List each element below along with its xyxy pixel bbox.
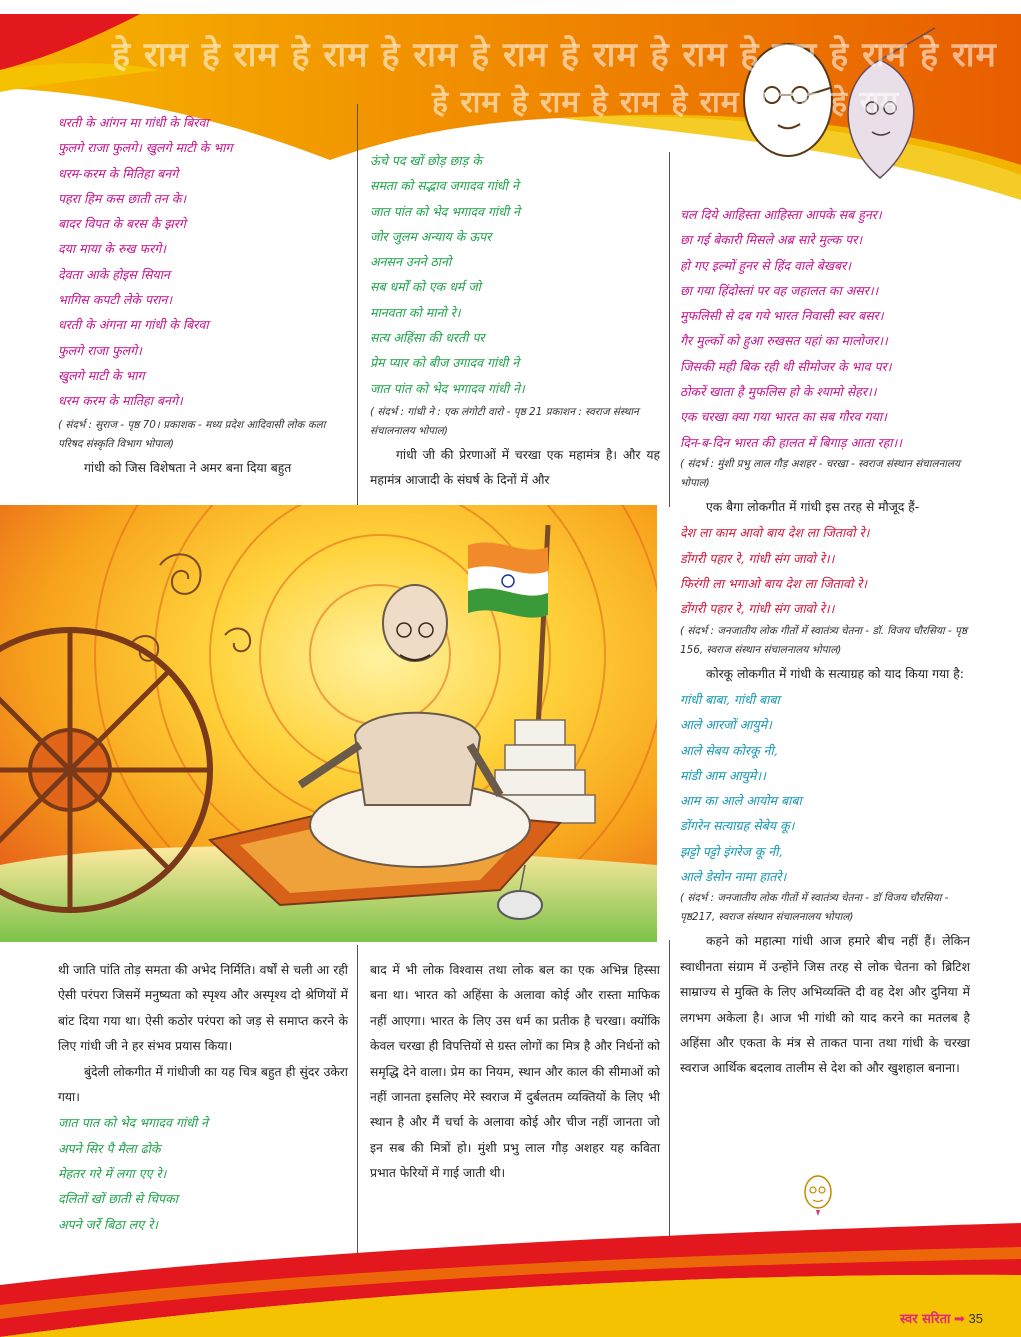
poem-line: धरम-करम के मितिहा बनगे — [58, 165, 179, 181]
poem-line: झट्टो पट्टो इंगरेज कू नी, — [680, 843, 783, 859]
poem-line: अपने सिर पै मैला ढोके — [58, 1140, 161, 1156]
arrow-icon: ➡ — [954, 1311, 965, 1326]
poem-line: जात पांत को भेद भगादव गांधी ने। — [370, 380, 525, 396]
poem-line: धरती के आंगन मा गांधी के बिरवा — [58, 115, 209, 130]
footer-graphic — [0, 1215, 1021, 1337]
poem-line: डोंगरी पहार रे, गांधी संग जावो रे।। — [680, 550, 835, 566]
chhattisgarhi-poem — [58, 110, 348, 414]
gandhi-doodle-icon — [798, 1172, 838, 1216]
magazine-name: स्वर सरिता — [899, 1312, 951, 1327]
bundeli-poem — [370, 148, 660, 401]
he-ram-line-1: हे राम हे राम हे राम हे राम हे राम हे राम हे राम हे राम हे राम हे राम — [112, 35, 997, 75]
column-2-bottom — [370, 958, 660, 1187]
poem-line: ठोकरें खाता है मुफलिस हो के श्यामो सेहर।। — [680, 384, 877, 400]
poem-line: दिन-ब-दिन भारत की हालत में बिगाड़ आता रहा।। — [680, 434, 903, 450]
body-paragraph: कोरकू लोकगीत में गांधी के सत्याग्रह को याद किया गया है: — [706, 666, 964, 681]
poem-line: हो गए इल्मों हुनर से हिंद वाले बेखबर। — [680, 257, 852, 273]
page-number — [900, 1309, 983, 1327]
poem-line: गैर मुल्कों को हुआ रुखसत यहां का मालोजर।। — [680, 333, 888, 349]
poem-line: जात पांत को भेद भगादव गांधी ने — [370, 203, 520, 219]
charkha-poem — [680, 202, 970, 455]
poem-line: भागिस कपटी लेके परान। — [58, 292, 173, 308]
poem-line: मुफलिसी से दब गये भारत निवासी स्वर बसर। — [680, 308, 884, 324]
poem-line: देवता आके होइस सियान — [58, 266, 170, 282]
poem-line: एक चरखा क्या गया भारत का सब गौरव गया। — [680, 409, 887, 425]
poem-line: जोर जुलम अन्याय के ऊपर — [370, 228, 492, 244]
poem-line: गांधी बाबा, गांधी बाबा — [680, 691, 780, 707]
body-paragraph: थी जाति पांति तोड़ समता की अभेद निर्मिति। वर्षों से चली आ रही ऐसी परंपरा जिसमें मनुष्यता को स्पृश्य और अस्पृश्य दो श्रेणियों में बांट दिया गया था। ऐसी कठोर परंपरा को जड़ से समाप्त करने के लिए गांधी जी ने हर संभव प्रयास किया। — [58, 963, 348, 1054]
poem-line: पहरा हिम कस छाती तन के। — [58, 190, 187, 206]
poem-line: सब धर्मों को एक धर्म जो — [370, 279, 481, 295]
poem-line: आले सेबय कोरकू नी, — [680, 742, 778, 758]
poem-line: फिरंगी ला भगाओ बाय देश ला जितावो रे। — [680, 575, 868, 591]
illustration-graphic — [0, 505, 657, 942]
poem-line: प्रेम प्यार को बीज उगादव गांधी ने — [370, 355, 520, 371]
reference-note: ( संदर्भ : मुंशी प्रभु लाल गौड़ अशहर - चरखा - स्वराज संस्थान संचालनालय भोपाल) — [680, 457, 961, 489]
poem-line: समता को सद्भाव जगादव गांधी ने — [370, 178, 519, 194]
poem-line: मेहतर गरे में लगा एए रे। — [58, 1166, 167, 1182]
poem-line: दलितों खों छाती से चिपका — [58, 1191, 178, 1207]
column-divider — [669, 152, 670, 507]
poem-line: बादर विपत के बरस कै झरगे — [58, 216, 186, 232]
gandhi-charkha-illustration — [0, 505, 657, 942]
poem-line: धरती के अंगना मा गांधी के बिरवा — [58, 317, 209, 333]
reference-note: ( संदर्भ : सुराज - पृष्ठ 70। प्रकाशक - मध्य प्रदेश आदिवासी लोक कला परिषद संस्कृति विभाग भोपाल) — [58, 418, 326, 450]
body-paragraph: कहने को महात्मा गांधी आज हमारे बीच नहीं हैं। लेकिन स्वाधीनता संग्राम में उन्होंने जिस तरह से लोक चेतना को ब्रिटिश साम्राज्य से मुक्ति के लिए अभिव्यक्ति दी वह देश और दुनिया में लगभग अकेला है। आज भी गांधी को याद करने का मतलब है अहिंसा और एकता के मंत्र से ताकत पाना तथा गांधी के चरखा स्वराज आर्थिक बदलाव तालीम से देश को और खुशहाल बनाना। — [680, 934, 970, 1076]
poem-line: मानवता को मानो रे। — [370, 304, 461, 320]
poem-line: मांडी आम आयुमे।। — [680, 767, 766, 783]
poem-line: सत्य अहिंसा की धरती पर — [370, 330, 485, 346]
body-paragraph: बाद में भी लोक विश्वास तथा लोक बल का एक अभिन्न हिस्सा बना था। भारत को अहिंसा के अलावा कोई और रास्ता माफिक नहीं आएगा। भारत के लिए उस धर्म का प्रतीक है चरखा। क्योंकि केवल चरखा ही विपत्तियों से ग्रस्त लोगों का मित्र है और निर्धनों को समृद्धि देने वाला। प्रेम का नियम, स्थान और काल की सीमाओं को नहीं जानता इसलिए मेरे स्वराज में दुर्बलतम व्यक्तियों के लिए भी स्थान है और मैं चर्चा के अलावा कोई और चीज नहीं जानता जो इन सब की मित्रों हो। मुंशी प्रभु लाल गौड़ अशहर यह कविता प्रभात फेरियों में गाई जाती थी। — [370, 963, 660, 1181]
reference-note: ( संदर्भ : जनजातीय लोक गीतों में स्वातंत्र्य चेतना - डॉ. विजय चौरसिया - पृष्ठ 156, स्वराज संस्थान संचालनालय भोपाल) — [680, 624, 968, 656]
poem-line: दया माया के रुख फरगे। — [58, 241, 167, 257]
poem-line: अनसन उनने ठानो — [370, 254, 452, 270]
poem-line: फुलगे राजा फुलगे। — [58, 342, 142, 358]
column-3 — [680, 202, 970, 1082]
poem-line: धरम करम के मातिहा बनगे। — [58, 393, 183, 409]
poem-line: आले डेसोन नामा हातरे। — [680, 869, 787, 885]
body-paragraph: एक बैगा लोकगीत में गांधी इस तरह से मौजूद हैं- — [706, 499, 920, 514]
poem-line: जिसकी मही बिक रही थी सीमोजर के भाव पर। — [680, 358, 892, 374]
he-ram-line-2: हे राम हे राम हे राम हे राम हे राम हे राम — [432, 85, 900, 120]
poem-line: आले आरजों आयुमे। — [680, 717, 772, 733]
footer-band — [0, 1215, 1021, 1337]
poem-line: छा गया हिंदोस्तां पर वह जहालत का असर।। — [680, 282, 879, 298]
poem-line: आम का आले आयोम बाबा — [680, 793, 802, 809]
poem-line: डोंगरेन सत्याग्रह सेबेय कू। — [680, 818, 795, 834]
poem-line: जात पात को भेद भगादव गांधी ने — [58, 1115, 208, 1131]
poem-line: छा गई बेकारी मिसले अब्र सारे मुल्क पर। — [680, 232, 863, 248]
column-2-top — [370, 148, 660, 494]
column-1-bottom — [58, 958, 348, 1237]
reference-note: ( संदर्भ : गांधी ने : एक लंगोटी वारो - पृष्ठ 21 प्रकाशन : स्वराज संस्थान संचालनालय भोपाल) — [370, 405, 639, 437]
korku-poem — [680, 687, 970, 889]
body-paragraph: गांधी को जिस विशेषता ने अमर बना दिया बहुत — [84, 460, 292, 475]
poem-line: ऊंचे पद खों छोड़ छाड़ के — [370, 153, 482, 168]
reference-note: ( संदर्भ : जनजातीय लोक गीतों में स्वातंत्र्य चेतना - डॉ विजय चौरसिया - पृष्ठ217, स्वराज संस्थान संचालनालय भोपाल) — [680, 892, 949, 924]
poem-line: डोंगरी पहार रे, गांधी संग जावो रे।। — [680, 601, 835, 617]
page-number-value: 35 — [968, 1311, 983, 1326]
poem-line: देश ला काम आवो बाय देश ला जितावो रे। — [680, 525, 870, 541]
poem-line: खुलगे माटी के भाग — [58, 367, 145, 383]
body-paragraph: गांधी जी की प्रेरणाओं में चरखा एक महामंत्र है। और यह महामंत्र आजादी के संघर्ष के दिनों में और — [370, 447, 660, 488]
column-1-top — [58, 110, 348, 481]
baiga-poem — [680, 520, 970, 621]
body-paragraph: बुंदेली लोकगीत में गांधीजी का यह चित्र बहुत ही सुंदर उकेरा गया। — [58, 1064, 348, 1105]
poem-line: चल दिये आहिस्ता आहिस्ता आपके सब हुनर। — [680, 207, 882, 222]
poem-line: अपने जर्रे बिठा लए रे। — [58, 1216, 158, 1232]
poem-line: फुलगे राजा फुलगे। खुलगे माटी के भाग — [58, 140, 233, 156]
column-divider — [357, 104, 358, 506]
